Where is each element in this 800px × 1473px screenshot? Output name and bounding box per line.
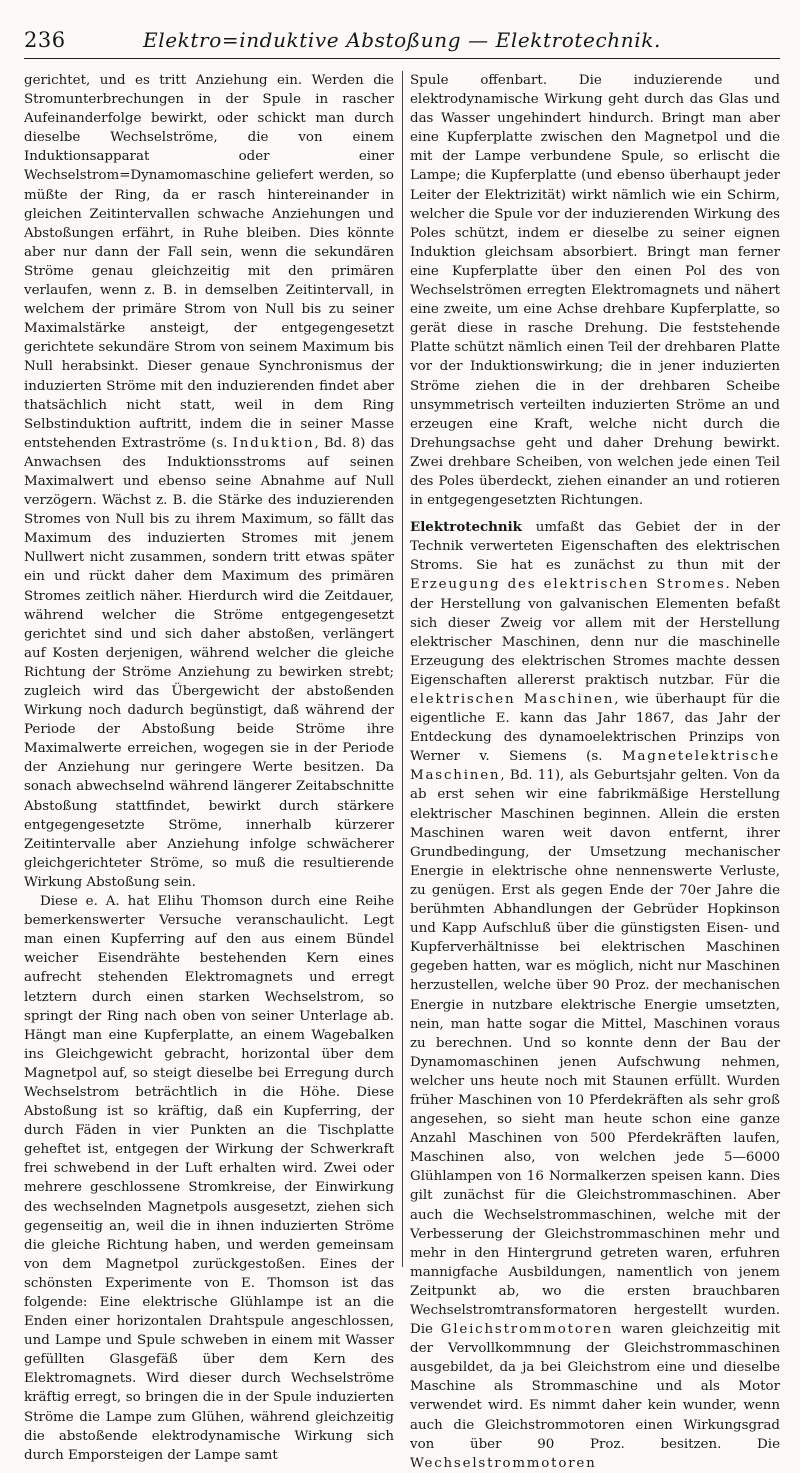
emphasis-spaced: elektrischen Maschinen xyxy=(410,692,615,707)
text-run: umfaßt das Gebiet der in der Technik verwerteten Eigenschaften des elektrischen Stroms. Sie hat es zunächst zu thun mit der xyxy=(410,520,780,574)
paragraph xyxy=(24,71,394,892)
left-column xyxy=(24,71,394,1463)
text-run: . Neben der Herstellung von galvanischen Elementen befaßt sich dieser Zweig vor allem mit der Herstellung elektrischer Maschinen, denn nur die maschinelle Erzeugung des elektrischen Stromes machte dessen Eigenschaften allererst praktisch nutzbar. Für die xyxy=(410,577,780,688)
paragraph: Diese e. A. hat Elihu Thomson durch eine Reihe bemerkenswerter Versuche veranschaulicht. Legt man einen Kupferring auf den aus einem Bündel weicher Eisendrähte bestehenden Kern eines aufrecht stehenden Elektromagnets und erregt letztern durch einen starken Wechselstrom, so springt der Ring nach oben von seiner Unterlage ab. Hängt man eine Kupferplatte, an einem Wagebalken ins Gleichgewicht gebracht, horizontal über dem Magnetpol auf, so steigt dieselbe bei Erregung durch Wechselstrom beträchtlich in die Höhe. Diese Abstoßung ist so kräftig, daß ein Kupferring, der durch Fäden in vier Punkten an die Tischplatte geheftet ist, entgegen der Wirkung der Schwerkraft frei schwebend in der Luft erhalten wird. Zwei oder mehrere geschlossene Stromkreise, der Einwirkung des wechselnden Magnetpols ausgesetzt, ziehen sich gegenseitig an, weil die in ihnen induzierten Ströme die gleiche Richtung haben, und werden gemeinsam von dem Magnetpol zurückgestoßen. Eines der schönsten Experimente von E. Thomson ist das folgende: Eine elektrische Glühlampe ist an die Enden einer horizontalen Drahtspule angeschlossen, und Lampe und Spule schweben in einem mit Wasser gefüllten Glasgefäß über dem Kern des Elektromagnets. Wird dieser durch Wechselströme kräftig erregt, so bringen die in der Spule induzierten Ströme die Lampe zum Glühen, während gleichzeitig die abstoßende elektrodynamische Wirkung sich durch Emporsteigen der Lampe samt xyxy=(24,894,394,1463)
text-run: , Bd. 11), als Geburtsjahr gelten. Von da ab erst sehen wir eine fabrikmäßige Herstellung elektrischer Maschinen beginnen. Allein die ersten Maschinen waren weit davon entfernt, ihrer Grundbedingung, der Umsetzung mechanischer Energie in elektrische ohne nennenswerte Verluste, zu genügen. Erst als gegen Ende der 70er Jahre die berühmten Abhandlungen der Gebrüder Hopkinson und Kapp Aufschluß über die günstigsten Eisen- und Kupferverhältnisse bei elektrischen Maschinen gegeben hatten, war es möglich, nicht nur Maschinen herzustellen, welche über 90 Proz. der mechanischen Energie in nutzbare elektrische Energie umsetzten, nein, man hatte sogar die Mittel, Maschinen voraus zu berechnen. Und so konnte denn der Bau der Dynamomaschinen jenen Aufschwung nehmen, welcher uns heute noch mit Staunen erfüllt. Wurden früher Maschinen von 10 Pferdekräften als sehr groß angesehen, so sieht man heute schon eine ganze Anzahl Maschinen von 500 Pferdekräften laufen, Maschinen also, von welchen jede 5—6000 Glühlampen von 16 Normalkerzen speisen kann. Dies gilt zunächst für die Gleichstrommaschinen. Aber auch die Wechselstrommaschinen, welche mit der Verbesserung der Gleichstrommaschinen mehr und mehr in den Hintergrund getreten waren, erfuhren mannigfache Ausbildungen, namentlich von jenem Zeitpunkt ab, wo die ersten brauchbaren Wechselstromtransformatoren hergestellt wurden. Die xyxy=(410,768,780,1338)
running-head: Elektro=induktive Abstoßung — Elektrotechnik. xyxy=(143,28,661,52)
page-header xyxy=(24,24,780,59)
emphasis-spaced: Erzeugung des elektrischen Stromes xyxy=(410,577,726,593)
article-entry xyxy=(410,518,780,1473)
cross-reference: Magnetelektrische Maschinen xyxy=(410,749,780,784)
paragraph: Spule offenbart. Die induzierende und elektrodynamische Wirkung geht durch das Glas und das Wasser ungehindert hindurch. Bringt man aber eine Kupferplatte zwischen den Magnetpol und die mit der Lampe verbundene Spule, so erlischt die Lampe; die Kupferplatte (und ebenso überhaupt jeder Leiter der Elektrizität) wirkt nämlich wie ein Schirm, welcher die Spule vor der induzierenden Wirkung des Poles schützt, indem er dieselbe zu seiner eignen Induktion gleichsam absorbiert. Bringt man ferner eine Kupferplatte über den einen Pol des von Wechselströmen erregten Elektromagnets und nähert eine zweite, um eine Achse drehbare Kupferplatte, so gerät diese in rasche Drehung. Die feststehende Platte schützt nämlich einen Teil der drehbaren Platte vor der Induktionswirkung; die in jener induzierten Ströme ziehen die in der drehbaren Scheibe unsymmetrisch verteilten induzierten Ströme an und erzeugen eine Kraft, welche nicht durch die Drehungsachse geht und daher Drehung bewirkt. Zwei drehbare Scheiben, von welchen jede einen Teil des Poles überdeckt, ziehen einander an und rotieren in entgegengesetzten Richtungen. xyxy=(410,73,780,509)
text-run: , Bd. 8) das Anwachsen des Induktionsstroms auf seinen Maximalwert und ebenso seine Abnahme auf Null verzögern. Wächst z. B. die Stärke des induzierenden Stromes von Null bis zu ihrem Maximum, so fällt das Maximum des induzierten Stromes mit jenem Nullwert nicht zusammen, sondern tritt etwas später ein und rückt daher dem Maximum des primären Stromes zeitlich näher. Hierdurch wird die Zeitdauer, während welcher die Ströme entgegengesetzt gerichtet sind und sich daher abstoßen, verlängert auf Kosten derjenigen, während welcher die gleiche Richtung der Ströme Anziehung zu bewirken strebt; zugleich wird das Übergewicht der abstoßenden Wirkung noch dadurch begünstigt, daß während der Periode der Abstoßung beide Ströme ihre Maximalwerte erreichen, wogegen sie in der Periode der Anziehung nur geringere Werte besitzen. Da sonach abwechselnd während längerer Zeitabschnitte Abstoßung stattfindet, bewirkt durch stärkere entgegengesetzte Ströme, innerhalb kürzerer Zeitintervalle aber Anziehung infolge schwächerer gleichgerichteter Ströme, so muß die resultierende Wirkung Abstoßung sein. xyxy=(24,435,394,890)
text-run: waren gleichzeitig mit der Vervollkommnung der Gleichstrommaschinen ausgebildet, da ja bei Gleichstrom eine und dieselbe Maschine als Strommaschine und als Motor verwendet wird. Es nimmt daher kein wunder, wenn auch die Gleichstrommotoren einen Wirkungsgrad von über 90 Proz. besitzen. Die xyxy=(410,1322,780,1452)
page-number: 236 xyxy=(24,28,66,52)
column-divider xyxy=(402,71,403,1267)
article-headword: Elektrotechnik xyxy=(410,519,522,536)
text-run: gerichtet, und es tritt Anziehung ein. Werden die Stromunterbrechungen in der Spule in rascher Aufeinanderfolge bewirkt, oder schickt man durch dieselbe Wechselströme, die von einem Induktionsapparat oder einer Wechselstrom=Dynamomaschine geliefert werden, so müßte der Ring, da er rasch hintereinander in gleichen Zeitintervallen schwache Anziehungen und Abstoßungen erfährt, in Ruhe bleiben. Dies könnte aber nur dann der Fall sein, wenn die sekundären Ströme genau gleichzeitig mit den primären verlaufen, wenn z. B. in demselben Zeitintervall, in welchem der primäre Strom von Null bis zu seiner Maximalstärke ansteigt, der entgegengesetzt gerichtete sekundäre Strom von seinem Maximum bis Null herabsinkt. Dieser genaue Synchronismus der induzierten Ströme mit den induzierenden findet aber thatsächlich nicht statt, weil in dem Ring Selbstinduktion auftritt, indem die in seiner Masse entstehenden Extraströme (s. xyxy=(24,73,394,451)
text-run: , wie überhaupt für die eigentliche E. kann das Jahr 1867, das Jahr der Entdeckung des dynamoelektrischen Prinzips von Werner v. Siemens (s. xyxy=(410,692,780,765)
right-column xyxy=(410,71,780,1471)
text-columns xyxy=(24,71,780,1471)
page xyxy=(24,24,780,1471)
cross-reference: Induktion xyxy=(232,435,315,451)
emphasis-spaced: Wechselstrommotoren xyxy=(410,1455,597,1471)
emphasis-spaced: Gleichstrommotoren xyxy=(440,1322,614,1338)
